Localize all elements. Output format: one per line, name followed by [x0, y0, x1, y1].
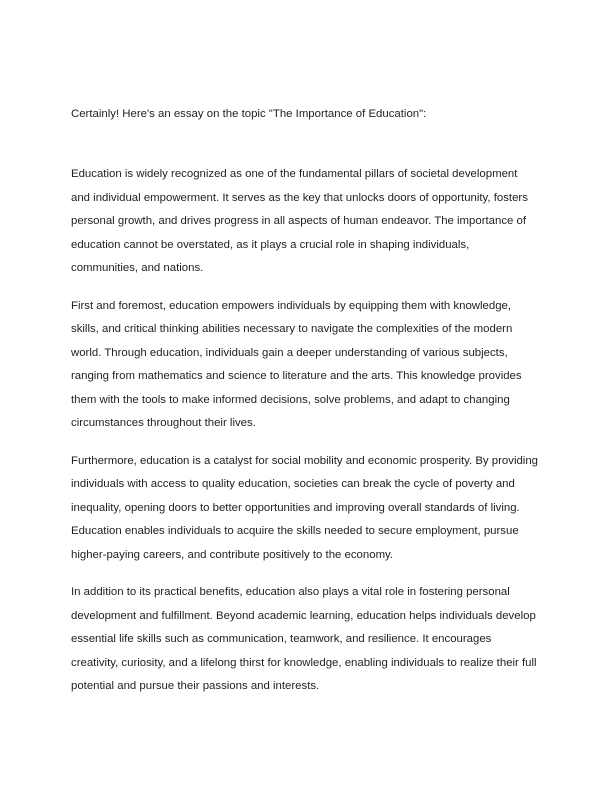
essay-body	[71, 163, 539, 713]
paragraph-2: First and foremost, education empowers individuals by equipping them with knowledge, skills, and critical thinking abilities necessary to navigate the complexities of the modern world. Through education, individuals gain a deeper understanding of various subjects, ranging from mathematics and science to literature and the arts. This knowledge provides them with the tools to make informed decisions, solve problems, and adapt to changing circumstances throughout their lives.	[71, 299, 522, 429]
paragraph-4: In addition to its practical benefits, education also plays a vital role in fostering personal development and fulfillment. Beyond academic learning, education helps individuals develop essential life skills such as communication, teamwork, and resilience. It encourages creativity, curiosity, and a lifelong thirst for knowledge, enabling individuals to realize their full potential and pursue their passions and interests.	[71, 586, 537, 692]
paragraph-1: Education is widely recognized as one of the fundamental pillars of societal development and individual empowerment. It serves as the key that unlocks doors of opportunity, fosters personal growth, and drives progress in all aspects of human endeavor. The importance of education cannot be overstated, as it plays a crucial role in shaping individuals, communities, and nations.	[71, 168, 528, 274]
intro-line: Certainly! Here's an essay on the topic "The Importance of Education":	[71, 108, 427, 120]
paragraph-3: Furthermore, education is a catalyst for social mobility and economic prosperity. By providing individuals with access to quality education, societies can break the cycle of poverty and inequality, opening doors to better opportunities and improving overall standards of living. Education enables individuals to acquire the skills needed to secure employment, pursue higher-paying careers, and contribute positively to the economy.	[71, 454, 539, 561]
